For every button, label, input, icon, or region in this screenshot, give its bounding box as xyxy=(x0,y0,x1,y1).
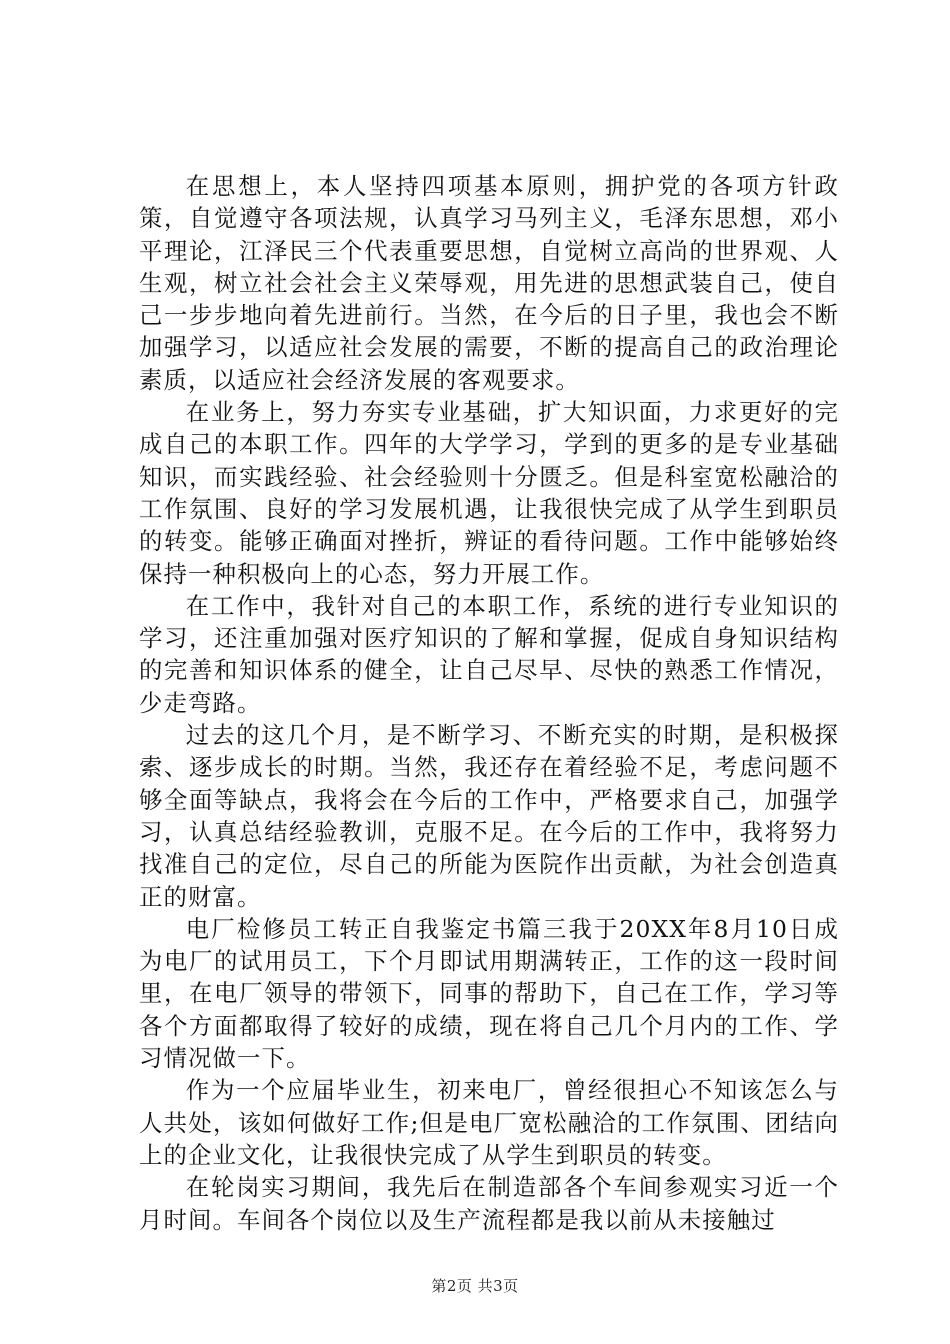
paragraph-6: 作为一个应届毕业生，初来电厂，曾经很担心不知该怎么与人共处，该如何做好工作;但是电厂宽松融洽的工作氛围、团结向上的企业文化，让我很快完成了从学生到职员的转变。 xyxy=(139,1076,839,1169)
paragraph-5: 电厂检修员工转正自我鉴定书篇三我于20XX年8月10日成为电厂的试用员工，下个月即试用期满转正，工作的这一段时间里，在电厂领导的带领下，同事的帮助下，自己在工作，学习等各个方面都取得了较好的成绩，现在将自己几个月内的工作、学习情况做一下。 xyxy=(139,914,839,1073)
paragraph-4: 过去的这几个月，是不断学习、不断充实的时期，是积极探索、逐步成长的时期。当然，我还存在着经验不足，考虑问题不够全面等缺点，我将会在今后的工作中，严格要求自己，加强学习，认真总结经验教训，克服不足。在今后的工作中，我将努力找准自己的定位，尽自己的所能为医院作出贡献，为社会创造真正的财富。 xyxy=(139,721,839,911)
paragraph-3: 在工作中，我针对自己的本职工作，系统的进行专业知识的学习，还注重加强对医疗知识的了解和掌握，促成自身知识结构的完善和知识体系的健全，让自己尽早、尽快的熟悉工作情况，少走弯路。 xyxy=(139,591,839,717)
paragraph-2: 在业务上，努力夯实专业基础，扩大知识面，力求更好的完成自己的本职工作。四年的大学学习，学到的更多的是专业基础知识，而实践经验、社会经验则十分匮乏。但是科室宽松融洽的工作氛围、良好的学习发展机遇，让我很快完成了从学生到职员的转变。能够正确面对挫折，辨证的看待问题。工作中能够始终保持一种积极向上的心态，努力开展工作。 xyxy=(139,398,839,588)
paragraph-7: 在轮岗实习期间，我先后在制造部各个车间参观实习近一个月时间。车间各个岗位以及生产流程都是我以前从未接触过 xyxy=(139,1173,839,1234)
document-body xyxy=(139,170,839,1236)
paragraph-1: 在思想上，本人坚持四项基本原则，拥护党的各项方针政策，自觉遵守各项法规，认真学习马列主义，毛泽东思想，邓小平理论，江泽民三个代表重要思想，自觉树立高尚的世界观、人生观，树立社会社会主义荣辱观，用先进的思想武装自己，使自己一步步地向着先进前行。当然，在今后的日子里，我也会不断加强学习，以适应社会发展的需要，不断的提高自己的政治理论素质，以适应社会经济发展的客观要求。 xyxy=(139,172,839,394)
page-number-label: 第2页 共3页 xyxy=(431,1277,519,1295)
page-footer xyxy=(0,1275,950,1296)
